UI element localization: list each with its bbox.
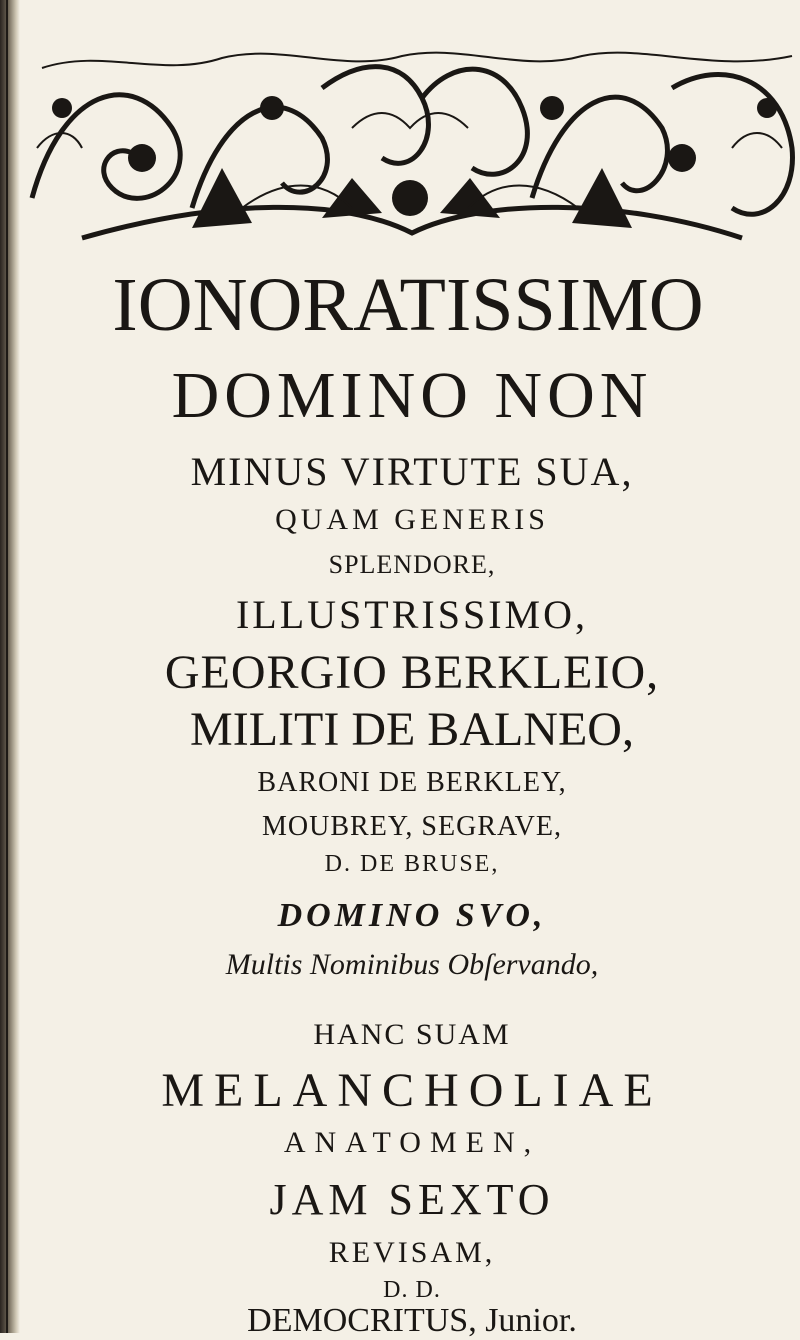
dedication-line-11: D. DE BRUSE, — [324, 851, 500, 877]
dedication-line-4: QUAM GENERIS — [275, 503, 549, 536]
headpiece-ornament-icon — [22, 48, 800, 246]
dedication-line-6: ILLUSTRISSIMO, — [235, 592, 589, 637]
dedication-line-3: MINUS VIRTUTE SUA, — [190, 449, 634, 494]
dedication-line-8: MILITI DE BALNEO, — [190, 703, 634, 756]
dedication-line-18: REVISAM, — [328, 1236, 496, 1269]
dedication-line-17: JAM SEXTO — [269, 1175, 555, 1224]
dedication-line-7: GEORGIO BERKLEIO, — [164, 646, 660, 699]
dedication-line-5: SPLENDORE, — [328, 550, 496, 579]
binding-shadow-line — [6, 0, 8, 1333]
dedication-line-14: HANC SUAM — [313, 1018, 511, 1051]
dedication-line-13: Multis Nominibus Obſervando, — [225, 948, 599, 981]
dedication-line-9: BARONI DE BERKLEY, — [257, 767, 567, 798]
dedication-line-1: IONORATISSIMO — [112, 263, 704, 347]
dedication-line-15: MELANCHOLIAE — [161, 1064, 663, 1117]
dedication-line-16: ANATOMEN, — [283, 1126, 541, 1159]
dedication-line-19: D. D. — [383, 1277, 441, 1303]
dedication-line-2: DOMINO NON — [171, 359, 653, 432]
dedication-line-12: DOMINO SVO, — [277, 897, 547, 934]
dedication-line-10: MOUBREY, SEGRAVE, — [262, 811, 562, 842]
dedication-line-20: DEMOCRITUS, Junior. — [247, 1302, 577, 1339]
